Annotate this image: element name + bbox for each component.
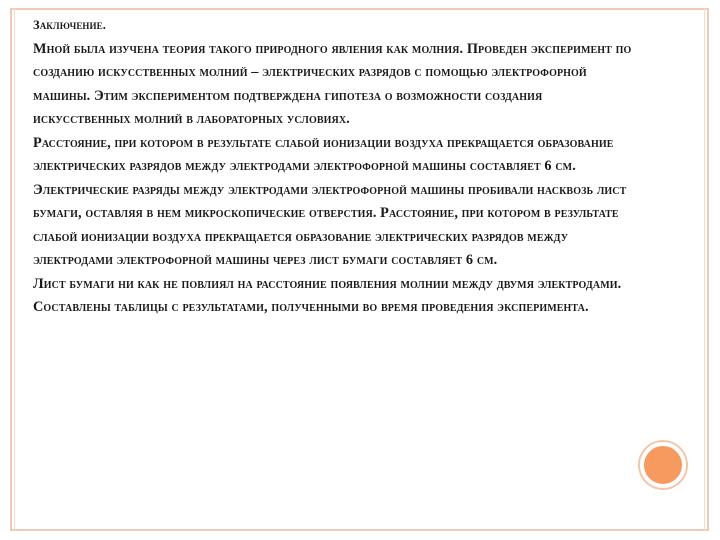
paragraph-paper-experiment: Электрические разряды между электродами электрофорной машины пробивали насквозь лист бумаги, оставляя в нем микроскопические отверстия. Расстояние, при котором в результате слабой ионизации воздуха прекращается образование электрических разрядов между электродами электрофорной машины через лист бумаги составляет 6 см. bbox=[33, 181, 627, 268]
paragraph-distance-result: Расстояние, при котором в результате слабой ионизации воздуха прекращается образование электрических разрядов между электродами электрофорной машины составляет 6 см. bbox=[33, 134, 614, 174]
slide-content bbox=[33, 14, 633, 320]
paragraph-conclusion-intro: Мной была изучена теория такого природного явления как молния. Проведен эксперимент по созданию искусственных молний – электрических разрядов с помощью электрофорной машины. Этим экспериментом подтверждена гипотеза о возможности создания искусственных молний в лабораторных условиях. bbox=[33, 40, 632, 127]
paragraph-paper-influence: Лист бумаги ни как не повлиял на расстояние появления молнии между двумя электродами. bbox=[33, 275, 622, 292]
frame-inner-line-left bbox=[14, 8, 15, 531]
paragraph-tables: Составлены таблицы с результатами, полученными во время проведения эксперимента. bbox=[33, 299, 589, 315]
slide-heading: Заключение. bbox=[33, 18, 106, 32]
decorative-circle bbox=[640, 442, 686, 488]
frame-inner-line-right bbox=[704, 8, 705, 531]
